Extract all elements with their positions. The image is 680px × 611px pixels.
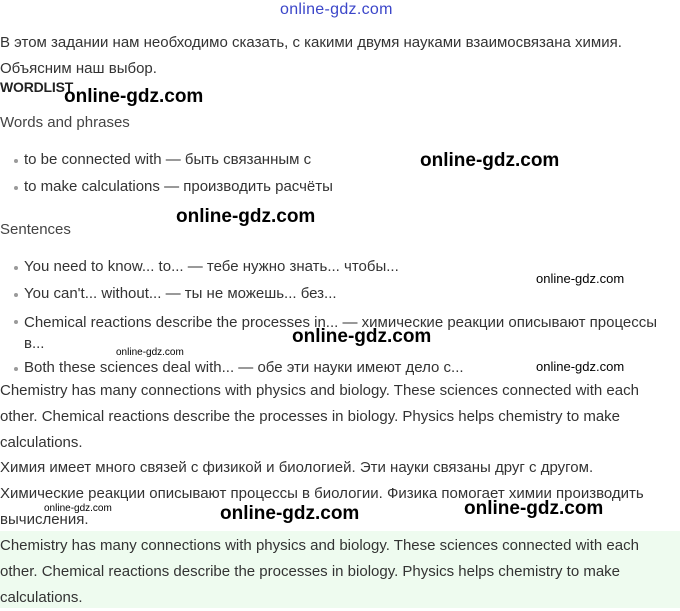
watermark: online-gdz.com [116, 347, 184, 358]
sentences-heading: Sentences [0, 221, 71, 238]
paragraph-russian: Химия имеет много связей с физикой и биологией. Эти науки связаны друг с другом. Химические реакции описывают процессы в биологии. Физика помогает химии производить вычисления. [0, 459, 644, 528]
watermark: online-gdz.com [292, 326, 432, 347]
watermark: online-gdz.com [220, 503, 360, 524]
watermark: online-gdz.com [280, 1, 393, 18]
answer-text: Chemistry has many connections with physics and biology. These sciences connected with each other. Chemical reactions describe the processes in biology. Physics helps chemistry to make calculations. [0, 537, 639, 606]
watermark: online-gdz.com [176, 206, 316, 227]
watermark: online-gdz.com [536, 359, 625, 374]
list-item: to be connected with — быть связанным с [24, 151, 312, 168]
list-item: Chemical reactions describe the processes in... — химические реакции описывают процессы в... [24, 312, 664, 354]
list-item: You can't... without... — ты не можешь... без... [24, 285, 337, 302]
answer-block [0, 531, 680, 608]
watermark: online-gdz.com [536, 271, 625, 286]
intro-text: В этом задании нам необходимо сказать, с какими двумя науками взаимосвязана химия. Объясним наш выбор. [0, 34, 622, 77]
watermark: online-gdz.com [464, 498, 604, 519]
list-item: to make calculations — производить расчёты [24, 178, 333, 195]
wordlist-heading: WORDLIST [0, 79, 74, 95]
list-item: You need to know... to... — тебе нужно знать... чтобы... [24, 258, 399, 275]
watermark: online-gdz.com [44, 503, 112, 514]
list-item: Both these sciences deal with... — обе эти науки имеют дело с... [24, 359, 464, 376]
watermark: online-gdz.com [64, 86, 204, 107]
paragraph-english: Chemistry has many connections with physics and biology. These sciences connected with each other. Chemical reactions describe the processes in biology. Physics helps chemistry to make calculations. [0, 382, 639, 451]
words-phrases-heading: Words and phrases [0, 114, 130, 131]
watermark: online-gdz.com [420, 150, 560, 171]
